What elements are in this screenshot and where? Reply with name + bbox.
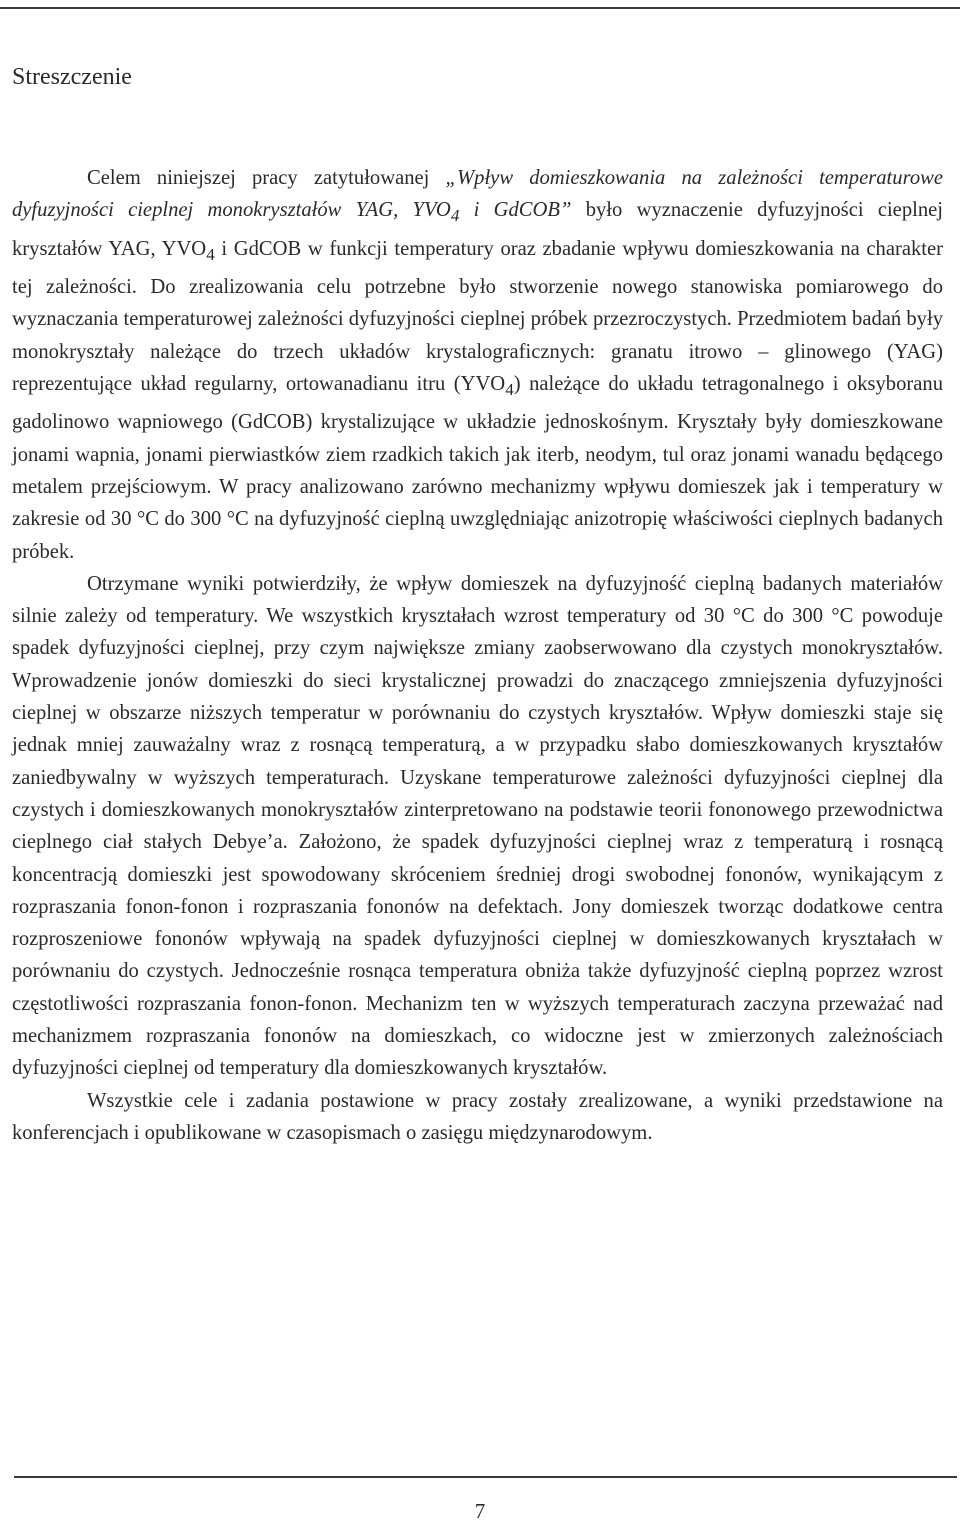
header-rule [0, 7, 960, 9]
paragraph-2: Otrzymane wyniki potwierdziły, że wpływ domieszek na dyfuzyjność cieplną badanych materiałów silnie zależy od temperatury. We wszystkich kryształach wzrost temperatury od 30 °C do 300 °C powoduje spadek dyfuzyjności cieplnej, przy czym największe zmiany zaobserwowano dla czystych monokryształów. Wprowadzenie jonów domieszki do sieci krystalicznej prowadzi do znaczącego zmniejszenia dyfuzyjności cieplnej w obszarze niższych temperatur w porównaniu do czystych kryształów. Wpływ domieszki staje się jednak mniej zauważalny wraz z rosnącą temperaturą, a w przypadku słabo domieszkowanych kryształów zaniedbywalny w wyższych temperaturach. Uzyskane temperaturowe zależności dyfuzyjności cieplnej dla czystych i domieszkowanych monokryształów zinterpretowano na podstawie teorii fononowego przewodnictwa cieplnego ciał stałych Debye’a. Założono, że spadek dyfuzyjności cieplnej wraz z temperaturą i rosnącą koncentracją domieszki jest spowodowany skróceniem średniej drogi swobodnej fononów, wynikającym z rozpraszania fonon-fonon i rozpraszania fononów na defektach. Jony domieszek tworząc dodatkowe centra rozproszeniowe fononów wpływają na spadek dyfuzyjności cieplnej w domieszkowanych kryształach w porównaniu do czystych. Jednocześnie rosnąca temperatura obniża także dyfuzyjność cieplną poprzez wzrost częstotliwości rozpraszania fonon-fonon. Mechanizm ten w wyższych temperaturach zaczyna przeważać nad mechanizmem rozpraszania fononów na domieszkach, co widoczne jest w zmierzonych zależnościach dyfuzyjności cieplnej od temperatury dla domieszkowanych kryształów. [12, 572, 943, 1080]
page-number: 7 [474, 1499, 486, 1523]
abstract-body [12, 162, 943, 1149]
paragraph-1-lead: Celem niniejszej pracy zatytułowanej [87, 167, 446, 189]
footer-rule [14, 1476, 957, 1478]
thesis-title: „Wpływ domieszkowania na zależności temperaturowe dyfuzyjności cieplnej monokryształów YAG, $YVO_4$ i GdCOB” [12, 167, 943, 226]
paragraph-1: Celem niniejszej pracy zatytułowanej „Wpływ domieszkowania na zależności temperaturowe dyfuzyjności cieplnej monokryształów YAG, $YVO_4$ i GdCOB” było wyznaczenie dyfuzyjności cieplnej kryształów YAG, $YVO_4$ i GdCOB w funkcji temperatury oraz zbadanie wpływu domieszkowania na charakter tej zależności. Do zrealizowania celu potrzebne było stworzenie nowego stanowiska pomiarowego do wyznaczania temperaturowej zależności dyfuzyjności cieplnej próbek przezroczystych. Przedmiotem badań były monokryształy należące do trzech układów krystalograficznych: granatu itrowo – glinowego (YAG) reprezentujące układ regularny, ortowanadianu itru $(YVO_4)$ należące do układu tetragonalnego i oksyboranu gadolinowo wapniowego (GdCOB) krystalizujące w układzie jednoskośnym. Kryształy były domieszkowane jonami wapnia, jonami pierwiastków ziem rzadkich takich jak iterb, neodym, tul oraz jonami wanadu będącego metalem przejściowym. W pracy analizowano zarówno mechanizmy wpływu domieszek jak i temperatury w zakresie od 30 °C do 300 °C na dyfuzyjność cieplną uwzględniając anizotropię właściwości cieplnych badanych próbek. [12, 167, 944, 563]
paragraph-3: Wszystkie cele i zadania postawione w pracy zostały zrealizowane, a wyniki przedstawione na konferencjach i opublikowane w czasopismach o zasięgu międzynarodowym. [12, 1089, 943, 1144]
page-title: Streszczenie [12, 64, 132, 90]
